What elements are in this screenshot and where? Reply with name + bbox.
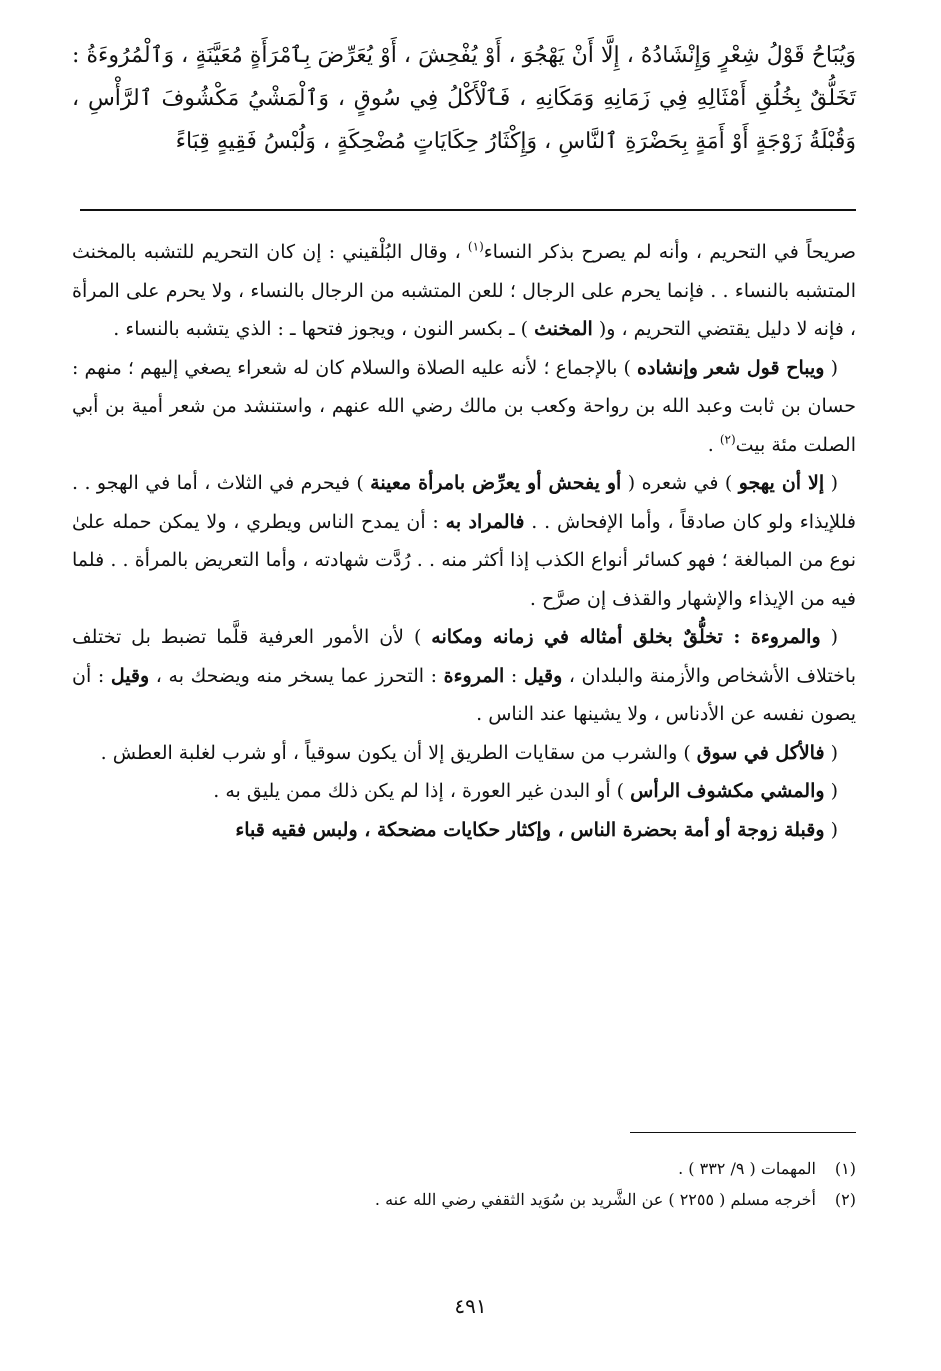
text-span: ) والشرب من سقايات الطريق إلا أن يكون سوقياً ، أو شرب لغلبة العطش .	[100, 741, 697, 764]
text-span: ) لأن الأمور العرفية قلَّما تضبط بل تختلف باختلاف الأشخاص والأزمنة والبلدان ،	[72, 626, 857, 687]
footnotes-block	[72, 1153, 856, 1215]
commentary-paragraph-2	[72, 349, 856, 465]
text-span: ، وقال البُلْقيني : إن كان التحريم للتشبه بالمخنث المتشبه بالنساء . . فإنما يحرم على الرجال ؛ للعن المتشبه من الرجال بالنساء ، ولا يحرم على المرأة ، فإنه لا دليل يقتضي التحريم ، و(	[72, 241, 856, 340]
text-span: :	[504, 664, 524, 687]
footnote-separator	[630, 1132, 856, 1133]
matn-paragraph: وَيُبَاحُ قَوْلُ شِعْرٍ وَإِنْشَادُهُ ، إِلَّا أَنْ يَهْجُوَ ، أَوْ يُفْحِشَ ، أَوْ يُعَرِّضَ بِٱمْرَأَةٍ مُعَيَّنَةٍ ، وَٱلْمُرُوءَةُ : تَخَلُّقٌ بِخُلُقِ أَمْثَالِهِ فِي زَمَانِهِ وَمَكَانِهِ ، فَٱلْأَكْلُ فِي سُوقٍ ، وَٱلْمَشْيُ مَكْشُوفَ ٱلرَّأْسِ ، وَقُبْلَةُ زَوْجَةٍ أَوْ أَمَةٍ بِحَضْرَةِ ٱلنَّاسِ ، وَإِكْثَارُ حِكَايَاتٍ مُضْحِكَةٍ ، وَلُبْسُ فَقِيهٍ قِبَاءً	[72, 43, 856, 154]
bold-term: والمروءة : تخلُّقٌ بخلق أمثاله في زمانه ومكانه	[431, 626, 821, 648]
text-span: (	[820, 626, 838, 648]
text-span: (	[824, 356, 838, 379]
commentary-block	[72, 233, 856, 849]
footnote-1	[72, 1153, 856, 1184]
commentary-paragraph-4	[72, 618, 856, 734]
footnote-text: أخرجه مسلم ( ٢٢٥٥ ) عن الشَّريد بن سُوَيد الثقفي رضي الله عنه .	[374, 1190, 816, 1209]
text-span: (	[824, 780, 838, 802]
bold-term: فالمراد به	[445, 510, 525, 533]
commentary-paragraph-6	[72, 772, 856, 811]
text-span: ) بالإجماع ؛ لأنه عليه الصلاة والسلام كان له شعراء يصغي إليهم ؛ منهم : حسان بن ثابت وعبد الله بن رواحة وكعب بن مالك رضي الله عنهم ، واستنشد من شعر أمية بن أبي الصلت مئة بيت	[72, 356, 856, 456]
bold-term: المخنث	[534, 318, 593, 340]
bold-term: وقيل	[110, 664, 150, 687]
bold-term: وقبلة زوجة أو أمة بحضرة الناس ، وإكثار حكايات مضحكة ، ولبس فقيه قباء	[235, 818, 825, 841]
bold-term: ويباح قول شعر وإنشاده	[637, 356, 825, 379]
footnote-text: المهمات ( ٩/ ٣٣٢ ) .	[678, 1159, 816, 1178]
text-span: ) فيحرم في الثلاث ، أما في الهجو . . فللإيذاء ولو كان صادقاً ، وأما الإفحاش . .	[72, 472, 856, 533]
commentary-paragraph-5	[72, 734, 856, 773]
commentary-paragraph-3	[72, 464, 856, 618]
text-span: صريحاً في التحريم ، وأنه لم يصرح بذكر النساء	[483, 241, 857, 263]
bold-term: إلا أن يهجو	[738, 472, 825, 494]
text-span: (	[824, 472, 839, 494]
text-span: (	[824, 741, 838, 764]
footnote-number: (١)	[834, 1159, 856, 1178]
text-span: (	[824, 818, 838, 841]
bold-term: والمشي مكشوف الرأس	[630, 780, 825, 802]
text-span: ) في شعره (	[621, 472, 739, 494]
bold-term: وقيل	[523, 664, 563, 687]
bold-term: أو يفحش أو يعرِّض بامرأة معينة	[370, 472, 622, 494]
footnote-number: (٢)	[834, 1190, 856, 1209]
text-span: .	[707, 433, 720, 456]
footnote-2	[72, 1184, 856, 1215]
bold-term: فالأكل في سوق	[696, 741, 825, 764]
text-span: : التحرز عما يسخر منه ويضحك به ،	[149, 664, 444, 687]
page-number: ٤٩١	[454, 1294, 487, 1318]
commentary-paragraph-1	[72, 233, 856, 349]
text-span: ) ـ بكسر النون ، ويجوز فتحها ـ : الذي يتشبه بالنساء .	[113, 318, 535, 340]
main-text-block	[72, 34, 856, 163]
separator-line	[80, 209, 856, 211]
text-span: : أن يصون نفسه عن الأدناس ، ولا يشينها عند الناس .	[72, 664, 856, 725]
footnote-ref-1[interactable]: (١)	[467, 239, 484, 254]
bold-term: المروءة	[443, 664, 505, 687]
text-span: : أن يمدح الناس ويطري ، ولا يمكن حمله علىٰ نوع من المبالغة ؛ فهو كسائر أنواع الكذب إذا أكثر منه . . رُدَّت شهادته ، وأما التعريض بالمرأة . . فلما فيه من الإيذاء والإشهار والقذف إن صرَّح .	[72, 510, 856, 610]
footnote-ref-2[interactable]: (٢)	[719, 432, 736, 447]
text-span: ) أو البدن غير العورة ، إذا لم يكن ذلك ممن يليق به .	[213, 780, 631, 802]
commentary-paragraph-7	[72, 811, 856, 850]
